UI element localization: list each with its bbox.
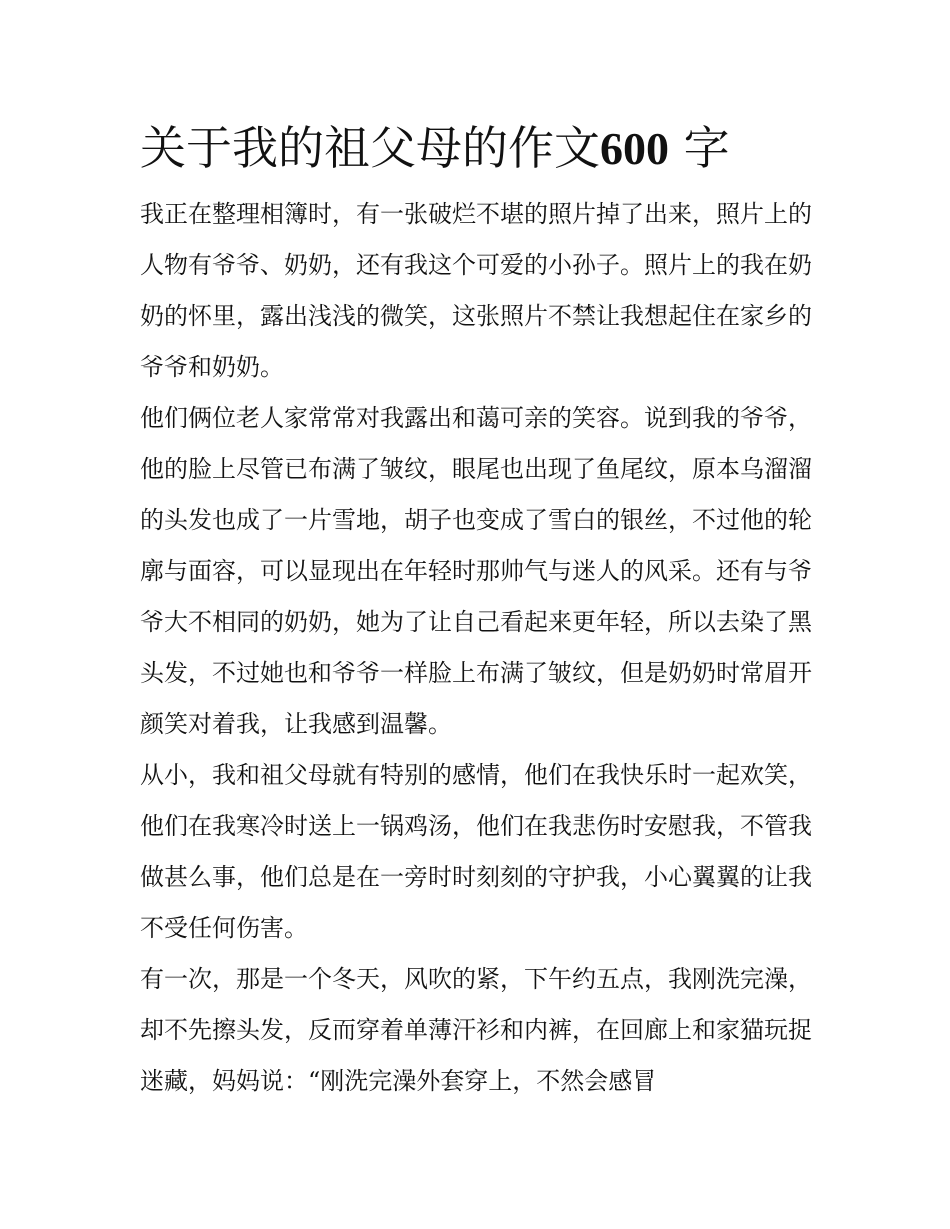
title-text: 关于我的祖父母的作文 [140,121,600,175]
paragraph-4: 有一次，那是一个冬天，风吹的紧，下午约五点，我刚洗完澡，却不先擦头发，反而穿着单薄汗衫和内裤，在回廊上和家猫玩捉迷藏，妈妈说：“刚洗完澡外套穿上，不然会感冒 [140,965,812,1095]
document-title [140,112,816,185]
paragraph-2: 他们俩位老人家常常对我露出和蔼可亲的笑容。说到我的爷爷，他的脸上尽管已布满了皱纹，眼尾也出现了鱼尾纹，原本乌溜溜的头发也成了一片雪地，胡子也变成了雪白的银丝，不过他的轮廓与面容，可以显现出在年轻时那帅气与迷人的风采。还有与爷爷大不相同的奶奶，她为了让自己看起来更年轻，所以去染了黑头发，不过她也和爷爷一样脸上布满了皱纹，但是奶奶时常眉开颜笑对着我，让我感到温馨。 [140,404,812,738]
document-body [140,112,816,1107]
title-suffix: 字 [683,121,730,175]
title-number: 600 [600,123,669,174]
paragraph-1: 我正在整理相簿时，有一张破烂不堪的照片掉了出来，照片上的人物有爷爷、奶奶，还有我这个可爱的小孙子。照片上的我在奶奶的怀里，露出浅浅的微笑，这张照片不禁让我想起住在家乡的爷爷和奶奶。 [140,200,812,381]
paragraph-3: 从小，我和祖父母就有特别的感情，他们在我快乐时一起欢笑，他们在我寒冷时送上一锅鸡汤，他们在我悲伤时安慰我，不管我做甚么事，他们总是在一旁时时刻刻的守护我，小心翼翼的让我不受任何伤害。 [140,761,812,942]
